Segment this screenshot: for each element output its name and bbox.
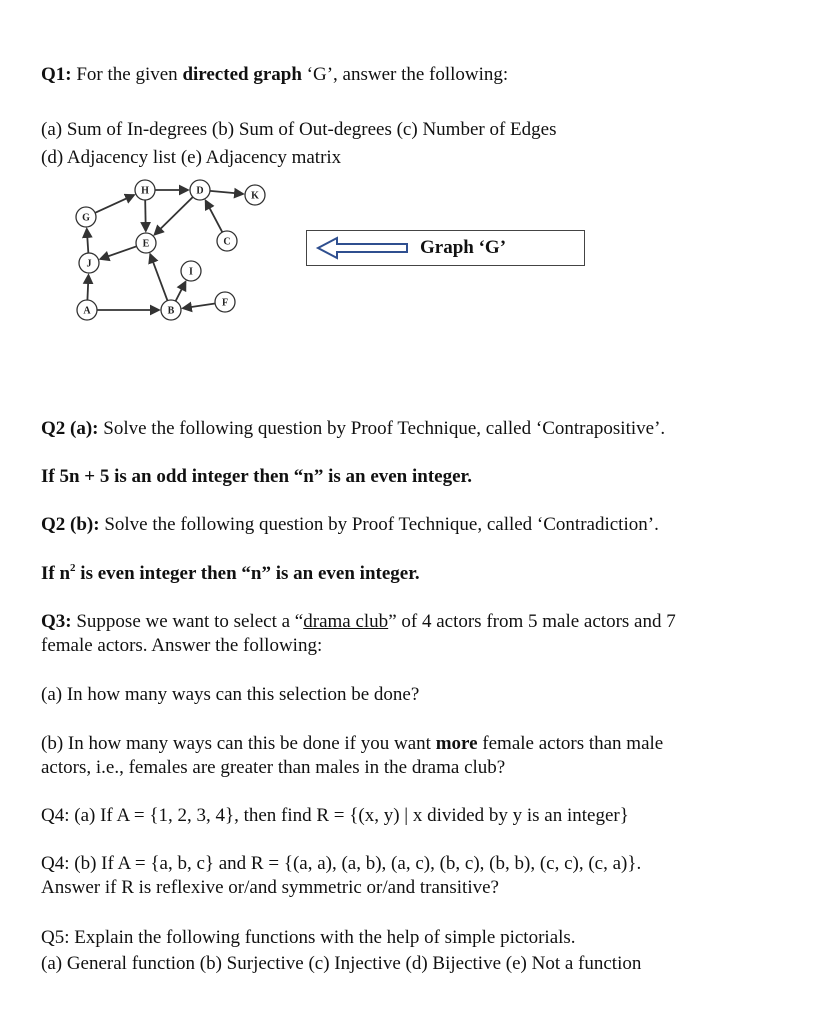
q2b-text: Solve the following question by Proof Technique, called ‘Contradiction’. — [99, 514, 659, 535]
left-arrow-icon — [315, 236, 409, 260]
q1-text-after: ‘G’, answer the following: — [301, 64, 509, 85]
edge-d-k — [210, 191, 243, 194]
q3-underlined: drama club — [303, 611, 389, 632]
node-label: G — [82, 212, 90, 224]
q1-parts-line-2: (d) Adjacency list (e) Adjacency matrix — [41, 147, 342, 168]
q3-part-b-after: female actors than male — [477, 733, 664, 754]
q3-heading — [41, 611, 676, 633]
node-j — [79, 253, 99, 273]
q2b-exponent: 2 — [70, 562, 76, 574]
q3-part-b-before: (b) In how many ways can this be done if you want — [41, 733, 436, 754]
q1-heading — [41, 64, 508, 86]
q2b-statement — [41, 563, 420, 585]
q5-line-1: Q5: Explain the following functions with the help of simple pictorials. — [41, 927, 576, 948]
node-e — [136, 233, 156, 253]
q1-emphasis: directed graph — [182, 64, 302, 85]
node-label: H — [141, 185, 149, 197]
edge-a-j — [87, 275, 88, 300]
node-c — [217, 231, 237, 251]
edge-d-e — [155, 197, 193, 235]
q2b-statement-post: is even integer then “n” is an even integer. — [75, 563, 420, 584]
edge-b-e — [150, 254, 167, 300]
node-k — [245, 185, 265, 205]
edge-f-b — [183, 303, 215, 308]
node-label: F — [221, 297, 229, 309]
node-d — [190, 180, 210, 200]
q3-part-b — [41, 733, 663, 755]
q4b-line-1: Q4: (b) If A = {a, b, c} and R = {(a, a), (a, b), (a, c), (b, c), (b, b), (c, c), (c, a)}. — [41, 853, 642, 874]
edge-g-h — [95, 195, 134, 213]
q3-label: Q3: — [41, 611, 72, 632]
q3-part-b-bold: more — [435, 733, 478, 754]
node-a — [77, 300, 97, 320]
q1-text-before: For the given — [71, 64, 183, 85]
node-i — [181, 261, 201, 281]
edge-e-j — [100, 246, 136, 259]
q1-parts-line-1: (a) Sum of In-degrees (b) Sum of Out-degrees (c) Number of Edges — [41, 119, 557, 140]
node-label: B — [167, 305, 175, 317]
q1-label: Q1: — [41, 64, 72, 85]
q3-line-2: female actors. Answer the following: — [41, 635, 323, 656]
node-b — [161, 300, 181, 320]
node-f — [215, 292, 235, 312]
graph-caption-box — [306, 230, 585, 266]
directed-graph-g — [70, 177, 280, 325]
q4b-line-2: Answer if R is reflexive or/and symmetric or/and transitive? — [41, 877, 499, 898]
q2b-heading — [41, 514, 659, 536]
edge-c-d — [206, 201, 223, 233]
q2b-label: Q2 (b): — [41, 514, 100, 535]
graph-caption: Graph ‘G’ — [420, 237, 507, 258]
q3-text-after: ” of 4 actors from 5 male actors and 7 — [388, 611, 676, 632]
q2b-statement-pre: If n — [41, 563, 71, 584]
q3-part-a: (a) In how many ways can this selection be done? — [41, 684, 420, 705]
node-label: E — [142, 238, 150, 250]
node-label: K — [251, 190, 259, 202]
edge-j-g — [87, 229, 89, 253]
node-label: I — [189, 266, 193, 278]
q2a-text: Solve the following question by Proof Technique, called ‘Contrapositive’. — [98, 418, 666, 439]
node-label: D — [196, 185, 204, 197]
q2a-label: Q2 (a): — [41, 418, 99, 439]
q5-line-2: (a) General function (b) Surjective (c) Injective (d) Bijective (e) Not a function — [41, 953, 642, 974]
q3-text-before: Suppose we want to select a “ — [71, 611, 304, 632]
edge-b-i — [176, 282, 186, 301]
edge-h-e — [145, 200, 146, 231]
q3-part-b-line-2: actors, i.e., females are greater than males in the drama club? — [41, 757, 506, 778]
node-label: C — [223, 236, 231, 248]
node-label: J — [86, 258, 92, 270]
q4a: Q4: (a) If A = {1, 2, 3, 4}, then find R = {(x, y) | x divided by y is an integer} — [41, 805, 629, 826]
node-h — [135, 180, 155, 200]
q2a-statement: If 5n + 5 is an odd integer then “n” is an even integer. — [41, 466, 472, 487]
q2a-heading — [41, 418, 665, 440]
node-g — [76, 207, 96, 227]
node-label: A — [83, 305, 91, 317]
